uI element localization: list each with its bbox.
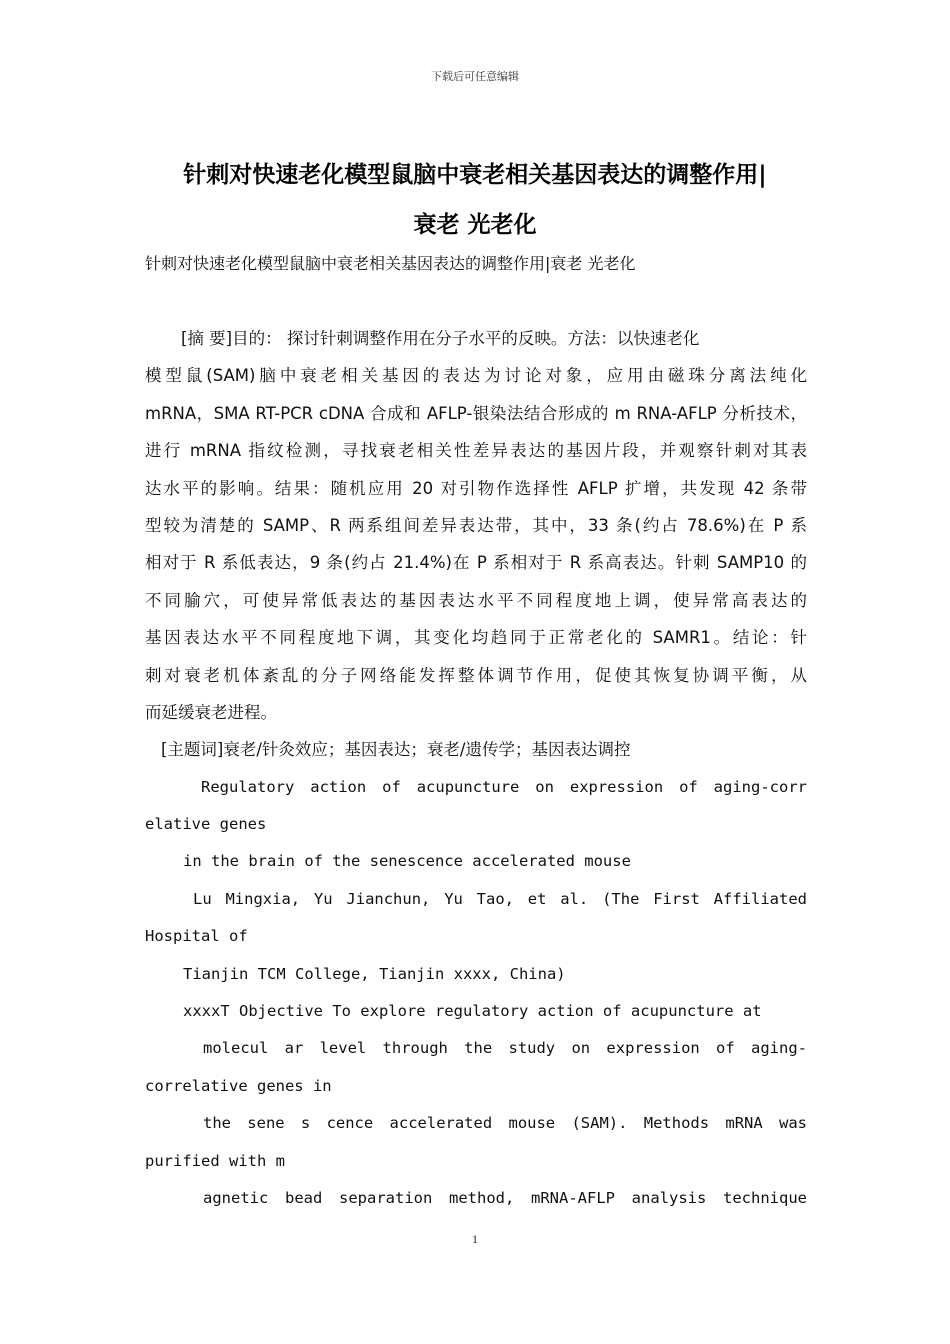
body-line: 不同腧穴，可使异常低表达的基因表达水平不同程度地上调，使异常高表达的 (145, 590, 807, 610)
subtitle: 针刺对快速老化模型鼠脑中衰老相关基因表达的调整作用|衰老 光老化 (145, 254, 636, 273)
english-abstract-line: xxxxT Objective To explore regulatory action of acupuncture at (183, 1002, 762, 1021)
abstract-body (145, 320, 807, 1217)
english-abstract-line: correlative genes in (145, 1076, 332, 1095)
english-abstract-line: agnetic bead separation method, mRNA-AFLP analysis technique (203, 1188, 807, 1207)
english-abstract-line: molecul ar level through the study on expression of aging- (203, 1039, 807, 1058)
authors-line: Lu Mingxia, Yu Jianchun, Yu Tao, et al. (The First Affiliated (193, 889, 807, 908)
english-abstract-line: the sene s cence accelerated mouse (SAM). Methods mRNA was (203, 1114, 807, 1133)
english-title-line: in the brain of the senescence accelerated mouse (183, 852, 631, 871)
page-number: 1 (472, 1232, 478, 1246)
title-line-1: 针刺对快速老化模型鼠脑中衰老相关基因表达的调整作用| (183, 162, 767, 188)
title-line-2: 衰老 光老化 (413, 212, 537, 238)
body-line: 模型鼠(SAM)脑中衰老相关基因的表达为讨论对象，应用由磁珠分离法纯化 (145, 366, 807, 386)
page-header: 下载后可任意编辑 (431, 70, 519, 83)
body-line: 达水平的影响。结果：随机应用 20 对引物作选择性 AFLP 扩增，共发现 42 条带 (145, 478, 807, 498)
body-line: 型较为清楚的 SAMP、R 两系组间差异表达带，其中，33 条(约占 78.6%)在 P 系 (145, 515, 807, 535)
body-line: [摘 要]目的： 探讨针刺调整作用在分子水平的反映。方法：以快速老化 (181, 329, 700, 348)
body-line: mRNA，SMA RT-PCR cDNA 合成和 AFLP-银染法结合形成的 m RNA-AFLP 分析技术， (145, 403, 807, 423)
body-line: 进行 mRNA 指纹检测，寻找衰老相关性差异表达的基因片段，并观察针刺对其表 (145, 441, 807, 461)
body-line: 基因表达水平不同程度地下调，其变化均趋同于正常老化的 SAMR1。结论：针 (145, 628, 807, 648)
keywords-line: [主题词]衰老/针灸效应；基因表达；衰老/遗传学；基因表达调控 (161, 740, 631, 760)
body-line: 而延缓衰老进程。 (145, 702, 277, 722)
english-abstract-line: purified with m (145, 1151, 285, 1170)
english-title-line: elative genes (145, 815, 267, 834)
body-line: 刺对衰老机体紊乱的分子网络能发挥整体调节作用，促使其恢复协调平衡，从 (145, 665, 807, 685)
english-title-line: Regulatory action of acupuncture on expression of aging-corr (201, 777, 807, 796)
authors-line: Tianjin TCM College, Tianjin xxxx, China) (183, 964, 566, 983)
body-line: 相对于 R 系低表达，9 条(约占 21.4%)在 P 系相对于 R 系高表达。针刺 SAMP10 的 (145, 553, 807, 573)
authors-line: Hospital of (145, 927, 248, 946)
